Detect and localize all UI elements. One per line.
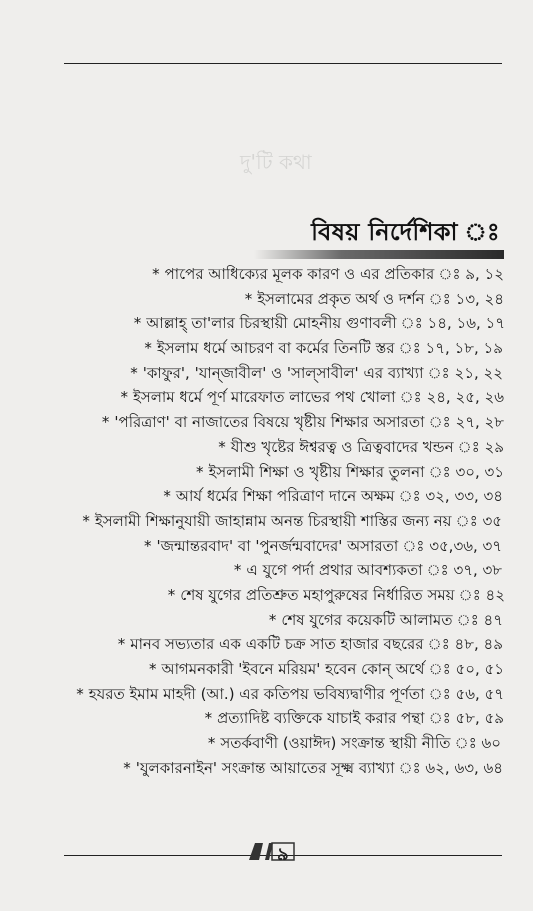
toc-item-pages: ৪৭ (483, 610, 503, 629)
toc-item-title: শেষ যুগের প্রতিশ্রুত মহাপুরুষের নির্ধারিত সময় ঃ (180, 585, 481, 604)
toc-item-pages: ৩৭, ৩৮ (453, 561, 502, 580)
toc-item-pages: ৫০, ৫১ (455, 660, 504, 678)
toc-item-pages: ১৭, ১৮, ১৯ (425, 339, 503, 358)
toc-item (0, 435, 533, 460)
toc-item-pages: ৩৫ (482, 511, 502, 530)
toc-item (0, 385, 533, 410)
toc-item (0, 410, 533, 435)
toc-item-pages: ১৪, ১৬, ১৭ (427, 314, 505, 333)
page-number-frame-icon (245, 840, 297, 862)
toc-item-title: পাপের আধিক্যের মূলক কারণ ও এর প্রতিকার ঃ (164, 265, 461, 283)
toc-item (0, 608, 533, 633)
bullet-star: * (117, 635, 126, 654)
toc-item-title: 'যুলকারনাইন' সংক্রান্ত আয়াতের সূক্ষ্ম ব্যাখ্যা ঃ (135, 758, 421, 777)
toc-item (0, 460, 533, 485)
bullet-star: * (144, 339, 152, 358)
toc-item-pages: ২১, ২২ (454, 363, 503, 382)
page-number-ornament (245, 840, 297, 866)
toc-item (0, 287, 533, 312)
bleed-through-title: দু'টি কথা (240, 150, 312, 174)
heading-underline-bar (254, 250, 504, 259)
toc-item-pages: ১৩, ২৪ (455, 289, 504, 308)
top-rule (64, 63, 502, 64)
bullet-star: * (204, 709, 213, 728)
toc-item-title: আগমনকারী 'ইবনে মরিয়ম' হবেন কোন্ অর্থে ঃ (161, 660, 451, 678)
toc-item-pages: ৩৫,৩৬, ৩৭ (429, 536, 502, 555)
bullet-star: * (167, 585, 176, 604)
toc-item (0, 509, 533, 534)
toc-item-pages: ৩২, ৩৩, ৩৪ (425, 487, 503, 506)
bullet-star: * (207, 734, 216, 753)
page-number: ৯ (277, 844, 289, 865)
toc-item-title: যীশু খৃষ্টের ঈশ্বরত্ব ও ত্রিত্ববাদের খন্ডন ঃ (230, 437, 480, 456)
toc-item-title: আর্য ধর্মের শিক্ষা পরিত্রাণ দানে অক্ষম ঃ (175, 487, 421, 506)
bullet-star: * (244, 289, 253, 308)
bullet-star: * (268, 610, 277, 629)
toc-item-pages: ৪৮, ৪৯ (454, 635, 503, 654)
bullet-star: * (144, 536, 152, 555)
toc-item-pages: ২৭, ২৮ (455, 413, 504, 432)
toc-item (0, 484, 533, 509)
page-title: বিষয় নির্দেশিকা ঃ (311, 218, 500, 246)
toc-item-title: সতর্কবাণী (ওয়াঈদ) সংক্রান্ত স্থায়ী নীতি ঃ (220, 734, 477, 753)
bullet-star: * (123, 758, 131, 777)
toc-item (0, 657, 533, 682)
toc-item-pages: ২৪, ২৫, ২৬ (426, 388, 504, 407)
toc-item (0, 311, 533, 336)
bullet-star: * (120, 388, 129, 407)
bullet-star: * (82, 511, 90, 530)
toc-item-title: এ যুগে পর্দা প্রথার আবশ্যকতা ঃ (246, 561, 449, 580)
toc-item-pages: ৫৬, ৫৭ (455, 684, 504, 703)
toc-item (0, 632, 533, 657)
toc-item-title: 'পরিত্রাণ' বা নাজাতের বিষয়ে খৃষ্টীয় শিক্ষার অসারতা ঃ (114, 413, 451, 432)
toc-item-title: ইসলামী শিক্ষা ও খৃষ্টীয় শিক্ষার তুলনা ঃ (208, 462, 451, 481)
toc-item-title: মানব সভ্যতার এক একটি চক্র সাত হাজার বছরের ঃ (130, 635, 450, 654)
toc-item-pages: ৩০, ৩১ (455, 462, 504, 481)
toc-item-title: ইসলাম ধর্মে পূর্ণ মারেফাত লাভের পথ খোলা ঃ (133, 388, 422, 407)
bullet-star: * (76, 684, 84, 703)
toc-item-pages: ৫৮, ৫৯ (455, 709, 504, 728)
toc-item-title: আল্লাহ্ তা'লার চিরস্থায়ী মোহনীয় গুণাবলী ঃ (146, 314, 423, 333)
toc-item-title: ইসলাম ধর্মে আচরণ বা কর্মের তিনটি স্তর ঃ (156, 339, 421, 358)
toc-item (0, 583, 533, 608)
toc-item-pages: ৪২ (485, 585, 505, 604)
bullet-star: * (101, 413, 110, 432)
bullet-star: * (218, 437, 226, 456)
bullet-star: * (133, 314, 142, 333)
toc-item-pages: ৯, ১২ (465, 265, 504, 283)
toc-item-pages: ৬২, ৬৩, ৬৪ (425, 758, 503, 777)
bullet-star: * (130, 363, 138, 382)
toc-item (0, 262, 533, 287)
bullet-star: * (163, 487, 171, 506)
toc-item-title: প্রত্যাদিষ্ট ব্যক্তিকে যাচাই করার পন্থা ঃ (217, 709, 451, 728)
bullet-star: * (148, 660, 157, 678)
toc-item (0, 731, 533, 756)
bullet-star: * (233, 561, 242, 580)
toc-item (0, 534, 533, 559)
toc-item (0, 361, 533, 386)
toc-item-title: হযরত ইমাম মাহদী (আ.) এর কতিপয় ভবিষ্যদ্বাণীর পূর্ণতা ঃ (88, 684, 451, 703)
toc-item-title: ইসলামের প্রকৃত অর্থ ও দর্শন ঃ (257, 289, 451, 308)
toc-item (0, 706, 533, 731)
toc-item-pages: ২৯ (484, 437, 504, 456)
toc-item (0, 756, 533, 781)
toc-item-pages: ৬০ (481, 734, 501, 753)
toc-item-title: 'জন্মান্তরবাদ' বা 'পুনর্জন্মবাদের' অসারতা ঃ (156, 536, 425, 555)
bullet-star: * (195, 462, 204, 481)
toc-item-title: 'কাফুর', 'যান্‌জাবীল' ও 'সাল্‌সাবীল' এর ব্যাখ্যা ঃ (142, 363, 450, 382)
bullet-star: * (152, 265, 160, 283)
toc-item (0, 336, 533, 361)
toc-item-title: শেষ যুগের কয়েকটি আলামত ঃ (281, 610, 479, 629)
toc-item-title: ইসলামী শিক্ষানুযায়ী জাহান্নাম অনন্ত চিরস্থায়ী শাস্তির জন্য নয় ঃ (94, 511, 478, 530)
table-of-contents (0, 262, 533, 780)
toc-item (0, 558, 533, 583)
toc-item (0, 682, 533, 707)
